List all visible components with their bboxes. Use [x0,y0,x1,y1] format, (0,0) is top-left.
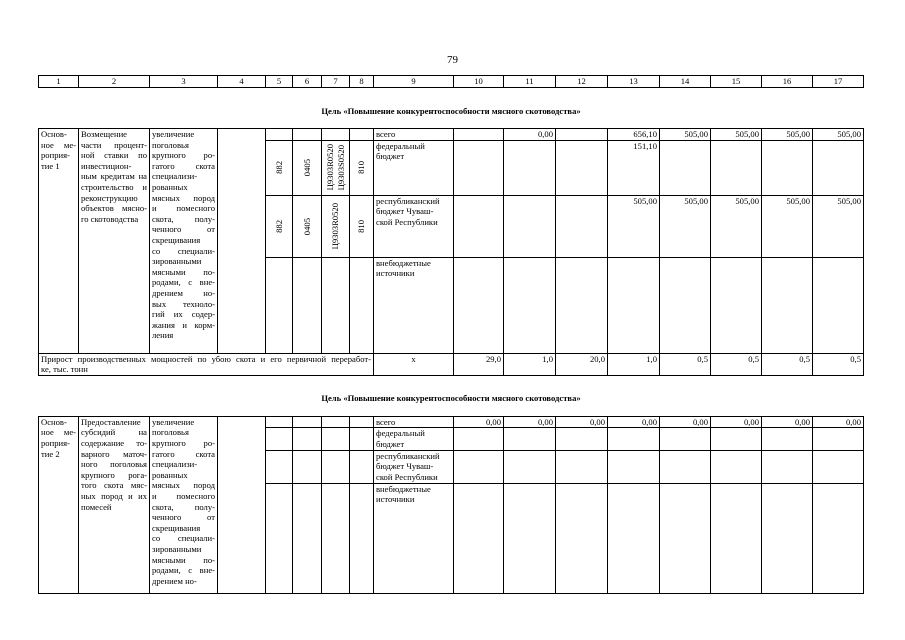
cell-line: варного маточ- [81,448,147,459]
cell-line: и помесного [152,490,215,501]
cell-line: ной ставки по [81,150,147,161]
value-cell: 20,0 [556,353,608,375]
vertical-code: 0405 [301,159,312,177]
header-cell: 2 [79,76,150,88]
cell-line: специализи- [152,459,198,470]
indicator-row [39,353,864,375]
value-cell [813,140,864,195]
value-cell [454,483,504,593]
source-label: всего [374,416,454,428]
goal-row [39,375,864,416]
value-cell [608,257,660,353]
value-cell [711,428,762,450]
code-cell [350,195,374,257]
vertical-code: Ц9303R0520 [330,202,341,250]
header-cell: 5 [266,76,293,88]
header-cell: 8 [350,76,374,88]
table-cell [322,450,350,483]
indicator-unit: x [374,353,454,375]
table-cell [266,428,293,450]
value-cell: 505,00 [660,195,711,257]
event-result [150,416,218,593]
table-cell [293,416,322,428]
value-cell: 0,00 [504,416,556,428]
cell-line: содержание то- [81,437,147,448]
cell-line: роприя- [41,437,70,448]
table-cell [350,416,374,428]
table-cell [322,416,350,428]
vertical-code: Ц9303R0520 [324,144,335,191]
table-cell [293,428,322,450]
cell-line: крупного ро- [152,150,215,161]
source-label [374,195,454,257]
source-label [374,483,454,593]
value-cell: 1,0 [608,353,660,375]
cell-line: родами, с вне- [152,565,215,576]
cell-line: источники [376,494,415,505]
cell-line: крупного рога- [81,469,147,480]
table-cell [293,450,322,483]
vertical-code: 0405 [301,217,312,235]
value-cell [454,450,504,483]
cell-line: со специали- [152,533,215,544]
table-cell [350,129,374,141]
value-cell: 29,0 [454,353,504,375]
table-cell [266,483,293,593]
code-cell [322,195,350,257]
code-cell [266,140,293,195]
value-cell: 0,00 [711,416,762,428]
goal-title: Цель «Повышение конкурентоспособности мясного скотоводства» [39,88,864,129]
cell-line: ное ме- [41,139,76,150]
cell-line: со специали- [152,245,215,256]
value-cell [660,483,711,593]
cell-line: реконструкцию [81,192,138,203]
value-cell [762,483,813,593]
cell-line: ных пород и их [81,490,147,501]
value-cell [504,140,556,195]
header-cell: 12 [556,76,608,88]
value-cell: 0,5 [762,353,813,375]
value-cell: 505,00 [813,129,864,141]
cell-line: мясными по- [152,554,215,565]
header-cell: 17 [813,76,864,88]
cell-line: ке, тыс. тонн [41,364,88,375]
cell-line: гатого скота [152,160,215,171]
source-label [374,428,454,450]
source-label: всего [374,129,454,141]
table-cell [266,450,293,483]
event-name [79,416,150,593]
table-cell [350,483,374,593]
cell-line: родами, с вне- [152,277,215,288]
source-label [374,257,454,353]
value-cell [813,483,864,593]
value-cell: 0,00 [608,416,660,428]
vertical-code: 810 [356,219,367,233]
cell-line: бюджет Чуваш- [376,206,434,217]
value-cell [504,428,556,450]
cell-line: скрещивания [152,234,201,245]
value-cell [454,428,504,450]
value-cell [608,450,660,483]
cell-line: источники [376,268,415,279]
cell-line: и помесного [152,203,215,214]
table-cell [322,483,350,593]
table-cell [350,428,374,450]
value-cell [660,257,711,353]
value-cell [454,129,504,141]
vertical-code: 882 [273,161,284,175]
value-cell: 0,5 [660,353,711,375]
value-cell: 0,00 [813,416,864,428]
indicator-text [39,353,374,375]
cell-line: помесей [81,501,112,512]
event-number [39,129,79,354]
cell-line: ченного от [152,512,215,523]
cell-line: гий их содер- [152,309,215,320]
table-cell [266,129,293,141]
value-cell [711,140,762,195]
value-cell: 656,10 [608,129,660,141]
cell-line: ным кредитам на [81,171,147,182]
cell-line: мясных пород [152,480,215,491]
cell-line: субсидий на [81,427,147,438]
cell-line: специализи- [152,171,198,182]
cell-line: вых техноло- [152,298,215,309]
header-row [39,76,864,88]
value-cell [504,450,556,483]
source-label [374,140,454,195]
value-cell: 505,00 [660,129,711,141]
cell-line: объектов мясно- [81,203,147,214]
value-cell [762,257,813,353]
header-cell: 16 [762,76,813,88]
cell-line: бюджет [376,438,405,449]
value-cell: 505,00 [608,195,660,257]
code-cell [293,195,322,257]
table-cell [322,129,350,141]
cell-line: инвестицион- [81,160,132,171]
table-cell [266,416,293,428]
table-row [39,129,864,141]
header-cell: 1 [39,76,79,88]
cell-line: бюджет [376,151,405,162]
cell-line: федеральный [376,428,425,439]
value-cell [762,428,813,450]
header-cell: 4 [218,76,266,88]
goal-row [39,88,864,129]
table-cell [293,129,322,141]
value-cell [454,195,504,257]
value-cell [454,257,504,353]
table-cell [218,129,266,354]
value-cell: 0,00 [454,416,504,428]
value-cell [504,257,556,353]
value-cell [813,428,864,450]
value-cell: 505,00 [762,129,813,141]
vertical-code: 810 [356,161,367,175]
value-cell [711,483,762,593]
cell-line: скота, полу- [152,213,215,224]
header-cell: 10 [454,76,504,88]
cell-line: увеличение [152,416,195,427]
cell-line: дрением но- [152,287,215,298]
cell-line: увеличение [152,129,195,139]
cell-line: федеральный [376,140,425,151]
cell-line: внебюджетные [376,483,431,494]
value-cell: 505,00 [762,195,813,257]
value-cell: 0,5 [813,353,864,375]
value-cell [556,483,608,593]
cell-line: республиканский [376,195,440,206]
value-cell: 505,00 [711,129,762,141]
table-row [39,416,864,428]
value-cell: 0,00 [504,129,556,141]
cell-line: гатого скота [152,448,215,459]
cell-line: скота, полу- [152,501,215,512]
cell-line: ской Республики [376,216,438,227]
value-cell [556,195,608,257]
value-cell [608,483,660,593]
vertical-code: Ц9303S0520 [335,144,346,191]
value-cell [556,140,608,195]
goal-title: Цель «Повышение конкурентоспособности мясного скотоводства» [39,375,864,416]
table-cell [266,257,293,353]
cell-line: ления [152,330,174,341]
cell-line: республиканский [376,450,440,461]
table-cell [322,428,350,450]
cell-line: Прирост производственных мощностей по убою скота и его первичной переработ- [41,353,371,364]
value-cell: 505,00 [813,195,864,257]
value-cell: 0,5 [711,353,762,375]
value-cell [608,428,660,450]
cell-line: поголовья [152,139,189,150]
cell-line: того скота мяс- [81,480,147,491]
value-cell [660,140,711,195]
cell-line: рованных [152,181,188,192]
value-cell: 0,00 [762,416,813,428]
value-cell [813,257,864,353]
value-cell [556,257,608,353]
code-cell [293,140,322,195]
table-cell [293,257,322,353]
header-cell: 13 [608,76,660,88]
value-cell [504,483,556,593]
header-cell: 15 [711,76,762,88]
code-cell [350,140,374,195]
value-cell [660,428,711,450]
code-cell [266,195,293,257]
value-cell [762,450,813,483]
value-cell [660,450,711,483]
cell-line: Возмещение [81,129,127,139]
cell-line: ного поголовья [81,459,147,470]
cell-line: Основ- [41,129,67,139]
event-name [79,129,150,354]
cell-line: скрещивания [152,522,201,533]
value-cell: 151,10 [608,140,660,195]
value-cell: 0,00 [556,416,608,428]
header-cell: 3 [150,76,218,88]
value-cell [556,428,608,450]
cell-line: го скотоводства [81,213,139,224]
cell-line: рованных [152,469,188,480]
cell-line: поголовья [152,427,189,438]
cell-line: Основ- [41,416,67,427]
cell-line: бюджет Чуваш- [376,461,434,472]
cell-line: тие 2 [41,448,60,459]
table-cell [218,416,266,593]
event-number [39,416,79,593]
header-cell: 9 [374,76,454,88]
header-cell: 7 [322,76,350,88]
cell-line: строительство и [81,181,147,192]
table-cell [322,257,350,353]
value-cell [711,450,762,483]
cell-line: ской Республики [376,471,438,482]
value-cell: 0,00 [660,416,711,428]
cell-line: Предоставление [81,416,141,427]
value-cell [762,140,813,195]
cell-line: крупного ро- [152,437,215,448]
value-cell [813,450,864,483]
table-cell [293,483,322,593]
table-cell [350,257,374,353]
page-number: 79 [447,54,458,66]
cell-line: жания и корм- [152,319,215,330]
program-table [38,75,864,594]
value-cell [556,129,608,141]
value-cell [454,140,504,195]
cell-line: зированными [152,543,202,554]
cell-line: мясными по- [152,266,215,277]
source-label [374,450,454,483]
value-cell [504,195,556,257]
cell-line: роприя- [41,150,70,161]
cell-line: зированными [152,256,202,267]
code-cell [322,140,350,195]
cell-line: ченного от [152,224,215,235]
value-cell: 1,0 [504,353,556,375]
header-cell: 6 [293,76,322,88]
header-cell: 11 [504,76,556,88]
header-cell: 14 [660,76,711,88]
value-cell [711,257,762,353]
cell-line: мясных пород [152,192,215,203]
cell-line: внебюджетные [376,257,431,268]
cell-line: дрением но- [152,575,197,586]
event-result [150,129,218,354]
vertical-code: 882 [273,219,284,233]
value-cell: 505,00 [711,195,762,257]
value-cell [556,450,608,483]
table-cell [350,450,374,483]
cell-line: тие 1 [41,160,60,171]
cell-line: ное ме- [41,427,76,438]
cell-line: части процент- [81,139,147,150]
